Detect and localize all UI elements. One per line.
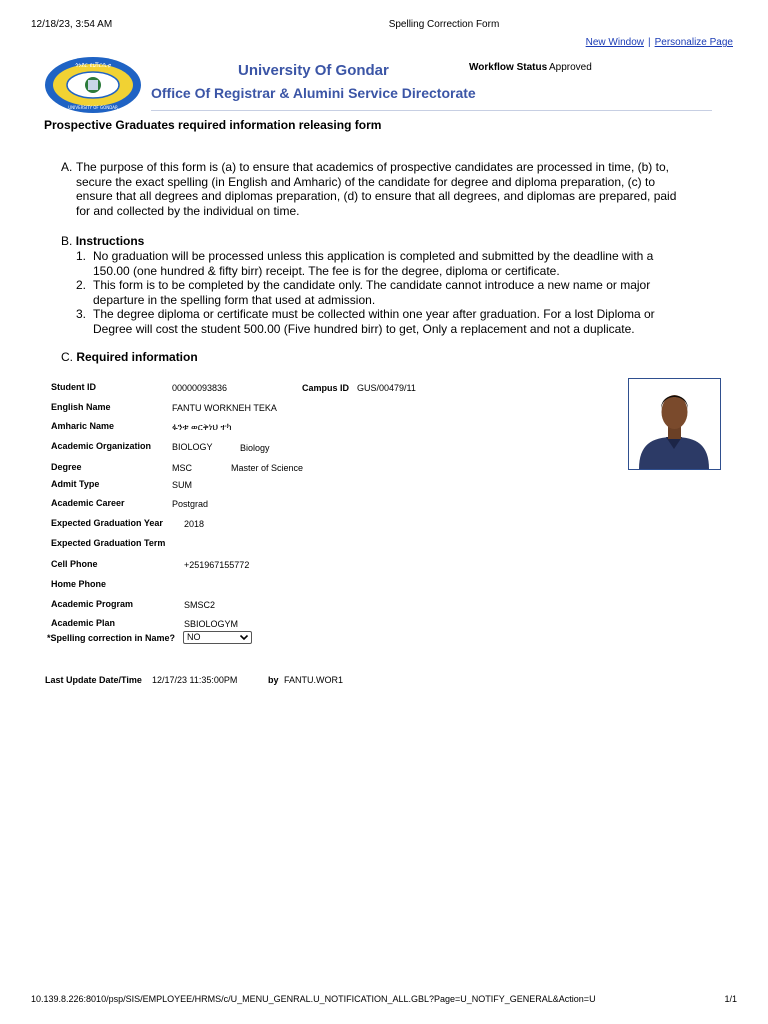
student-id-label: Student ID [51,382,96,392]
degree-code: MSC [172,463,192,473]
academic-plan-value: SBIOLOGYM [184,619,239,629]
link-separator: | [648,37,651,48]
academic-plan-label: Academic Plan [51,618,116,628]
updated-by-label: by [268,675,279,685]
university-name: University Of Gondar [238,62,389,79]
section-b-title: Instructions [75,234,145,248]
top-links [586,37,733,48]
academic-career-value: Postgrad [172,499,209,509]
workflow-status-value: Approved [549,62,592,73]
section-a-line: The purpose of this form is (a) to ensure that academics of prospective candidates are processed in time, (b) to, [76,160,669,174]
print-url: 10.139.8.226:8010/psp/SIS/EMPLOYEE/HRMS/c/U_MENU_GENRAL.U_NOTIFICATION_ALL.GBL?Page=U_NOTIFY_GENERAL&Action=U [31,994,596,1004]
instruction-number: 2. [76,278,87,292]
exp-grad-term-label: Expected Graduation Term [51,538,166,548]
instruction-number: 3. [76,307,87,321]
cell-phone-label: Cell Phone [51,559,98,569]
last-update-label: Last Update Date/Time [45,675,142,685]
workflow-status-label: Workflow Status [469,62,548,73]
admit-type-value: SUM [172,480,192,490]
academic-program-label: Academic Program [51,599,134,609]
instructions-list [76,249,716,336]
academic-program-value: SMSC2 [184,600,216,610]
logo-top-text: ጎንደር ዩኒቨርሲቲ [74,62,112,69]
instruction-line: departure in the spelling form that used at admission. [93,292,376,307]
section-c-letter: C. [61,350,73,364]
admit-type-label: Admit Type [51,479,100,489]
degree-label: Degree [51,462,82,472]
last-update-value: 12/17/23 11:35:00PM [152,675,238,685]
instruction-line: This form is to be completed by the candidate only. The candidate cannot introduce a new name or major [93,278,651,292]
spelling-correction-label: *Spelling correction in Name? [47,633,176,643]
instruction-item [76,278,716,307]
academic-org-desc: Biology [240,443,270,453]
instruction-number: 1. [76,249,87,263]
academic-career-label: Academic Career [51,498,125,508]
instruction-item [76,249,716,278]
print-page-count: 1/1 [724,994,737,1004]
spelling-correction-value: NO [187,632,201,642]
print-timestamp: 12/18/23, 3:54 AM [31,19,113,30]
print-page-title: Spelling Correction Form [388,19,500,30]
chevron-down-icon [239,631,249,645]
section-b-heading [61,234,144,249]
university-logo [44,56,142,114]
english-name-label: English Name [51,402,111,412]
logo-bottom-text: UNIVERSITY OF GONDAR [68,105,118,110]
section-b-letter: B. [61,234,73,248]
amharic-name-value: ፋንቱ ወርቅነህ ተካ [172,422,232,432]
updated-by-value: FANTU.WOR1 [284,675,344,685]
instruction-line: Degree will cost the student 500.00 (Five hundred birr) to get, Only a replacement and not a duplicate. [93,321,635,336]
amharic-name-label: Amharic Name [51,421,115,431]
instruction-item [76,307,716,336]
new-window-link[interactable]: New Window [585,37,644,48]
exp-grad-year-label: Expected Graduation Year [51,518,163,528]
instruction-line: The degree diploma or certificate must be collected within one year after graduation. For a lost Diploma or [93,307,655,321]
section-c-heading [61,350,198,365]
form-title: Prospective Graduates required information releasing form [44,118,382,132]
personalize-page-link[interactable]: Personalize Page [654,37,733,48]
academic-org-code: BIOLOGY [172,442,213,452]
spelling-correction-select[interactable] [183,631,252,644]
campus-id-value: GUS/00479/11 [357,383,416,393]
student-photo [628,378,721,470]
section-a [61,160,721,218]
academic-org-label: Academic Organization [51,441,152,451]
office-name: Office Of Registrar & Alumini Service Directorate [151,85,476,101]
instruction-line: No graduation will be processed unless this application is completed and submitted by the deadline with a [93,249,654,263]
exp-grad-year-value: 2018 [184,519,205,529]
section-a-line: secure the exact spelling (in English and Amharic) of the candidate for degree and diploma preparation, (c) to [76,174,655,189]
header-divider [151,110,712,111]
instruction-line: 150.00 (one hundred & fifty birr) receipt. The fee is for the degree, diploma or certificate. [93,263,560,278]
section-a-letter: A. [61,160,73,174]
section-a-line: for and collected by the individual on time. [76,203,300,218]
section-c-title: Required information [76,350,198,364]
cell-phone-value: +251967155772 [184,560,250,570]
english-name-value: FANTU WORKNEH TEKA [172,403,277,413]
campus-id-label: Campus ID [302,383,350,393]
section-a-line: ensure that all degrees and diplomas preparation, (d) to ensure that all degrees, and diplomas are prepared, paid [76,189,677,203]
degree-desc: Master of Science [231,463,304,473]
home-phone-label: Home Phone [51,579,107,589]
student-id-value: 00000093836 [172,383,228,393]
